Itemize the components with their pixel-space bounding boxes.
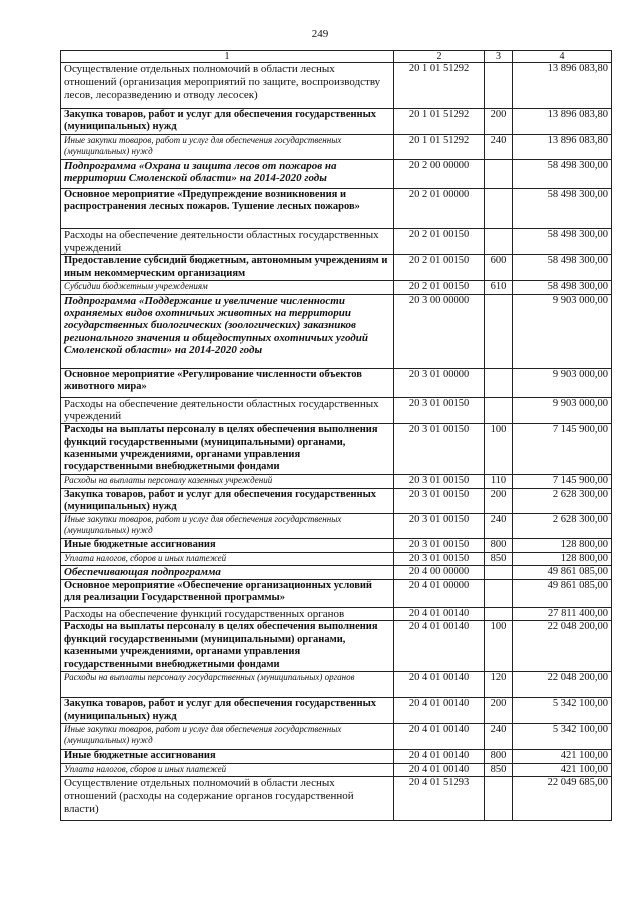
- row-expense-type: 800: [485, 539, 513, 552]
- row-amount: 9 903 000,00: [513, 368, 612, 397]
- table-row: [61, 397, 612, 424]
- row-code: 20 4 01 00140: [394, 698, 485, 724]
- row-expense-type: [485, 228, 513, 255]
- row-code: 20 4 01 00140: [394, 672, 485, 698]
- row-name: Осуществление отдельных полномочий в области лесных отношений (расходы на содержание органов государственной власти): [61, 777, 394, 821]
- column-header-3: 3: [485, 51, 513, 63]
- table-row: [61, 488, 612, 514]
- row-name: Расходы на выплаты персоналу в целях обеспечения выполнения функций государственными (муниципальными) органами, казенными учреждениями, органами управления государственными внебюджетными фондами: [61, 424, 394, 475]
- row-amount: 2 628 300,00: [513, 488, 612, 514]
- table-row: [61, 777, 612, 821]
- row-code: 20 1 01 51292: [394, 109, 485, 135]
- row-amount: 49 861 085,00: [513, 566, 612, 579]
- row-code: 20 4 01 51293: [394, 777, 485, 821]
- table-row: [61, 607, 612, 621]
- table-row: [61, 579, 612, 607]
- table-row: [61, 724, 612, 750]
- table-body: [61, 63, 612, 821]
- row-expense-type: [485, 397, 513, 424]
- row-code: 20 4 01 00140: [394, 750, 485, 763]
- row-amount: 9 903 000,00: [513, 294, 612, 368]
- row-code: 20 3 01 00150: [394, 539, 485, 552]
- row-name: Расходы на выплаты персоналу государственных (муниципальных) органов: [61, 672, 394, 698]
- table-row: [61, 566, 612, 579]
- table-row: [61, 763, 612, 776]
- row-code: 20 4 01 00140: [394, 763, 485, 776]
- table-row: [61, 228, 612, 255]
- table-row: [61, 294, 612, 368]
- row-expense-type: 100: [485, 621, 513, 672]
- row-name: Основное мероприятие «Регулирование численности объектов животного мира»: [61, 368, 394, 397]
- row-expense-type: [485, 607, 513, 621]
- row-expense-type: [485, 777, 513, 821]
- row-amount: 58 498 300,00: [513, 188, 612, 228]
- row-expense-type: 200: [485, 109, 513, 135]
- row-amount: 13 896 083,80: [513, 109, 612, 135]
- row-amount: 421 100,00: [513, 763, 612, 776]
- row-expense-type: 850: [485, 552, 513, 565]
- row-expense-type: [485, 159, 513, 188]
- row-code: 20 3 01 00150: [394, 424, 485, 475]
- row-expense-type: 100: [485, 424, 513, 475]
- row-code: 20 3 01 00150: [394, 475, 485, 488]
- row-name: Закупка товаров, работ и услуг для обеспечения государственных (муниципальных) нужд: [61, 698, 394, 724]
- row-code: 20 2 01 00150: [394, 228, 485, 255]
- row-expense-type: [485, 566, 513, 579]
- table-row: [61, 255, 612, 281]
- row-name: Иные бюджетные ассигнования: [61, 750, 394, 763]
- row-expense-type: 600: [485, 255, 513, 281]
- row-name: Уплата налогов, сборов и иных платежей: [61, 763, 394, 776]
- row-expense-type: 240: [485, 724, 513, 750]
- row-code: 20 3 00 00000: [394, 294, 485, 368]
- row-amount: 22 049 685,00: [513, 777, 612, 821]
- row-amount: 22 048 200,00: [513, 621, 612, 672]
- table-row: [61, 281, 612, 294]
- page-number: 249: [311, 28, 329, 40]
- row-amount: 49 861 085,00: [513, 579, 612, 607]
- row-amount: 13 896 083,80: [513, 63, 612, 109]
- column-header-4: 4: [513, 51, 612, 63]
- column-header-1: 1: [61, 51, 394, 63]
- row-name: Подпрограмма «Поддержание и увеличение численности охраняемых видов охотничьих животных на территории государственных биологических (зоологических) заказников регионального значения и общедоступных охотничьих угодий Смоленской области» на 2014-2020 годы: [61, 294, 394, 368]
- row-expense-type: [485, 63, 513, 109]
- row-name: Предоставление субсидий бюджетным, автономным учреждениям и иным некоммерческим организациям: [61, 255, 394, 281]
- row-expense-type: 240: [485, 134, 513, 159]
- row-code: 20 3 01 00150: [394, 397, 485, 424]
- row-amount: 58 498 300,00: [513, 255, 612, 281]
- row-name: Иные бюджетные ассигнования: [61, 539, 394, 552]
- row-amount: 421 100,00: [513, 750, 612, 763]
- row-name: Расходы на выплаты персоналу казенных учреждений: [61, 475, 394, 488]
- table-row: [61, 424, 612, 475]
- table-row: [61, 698, 612, 724]
- row-code: 20 2 01 00000: [394, 188, 485, 228]
- row-name: Расходы на обеспечение функций государственных органов: [61, 607, 394, 621]
- row-code: 20 4 01 00000: [394, 579, 485, 607]
- row-amount: 128 800,00: [513, 539, 612, 552]
- row-amount: 7 145 900,00: [513, 424, 612, 475]
- row-code: 20 3 01 00000: [394, 368, 485, 397]
- row-code: 20 3 01 00150: [394, 552, 485, 565]
- row-name: Расходы на обеспечение деятельности областных государственных учреждений: [61, 228, 394, 255]
- row-expense-type: 120: [485, 672, 513, 698]
- row-amount: 2 628 300,00: [513, 514, 612, 539]
- row-amount: 13 896 083,80: [513, 134, 612, 159]
- row-name: Расходы на выплаты персоналу в целях обеспечения выполнения функций государственными (муниципальными) органами, казенными учреждениями, органами управления государственными внебюджетными фондами: [61, 621, 394, 672]
- row-amount: 58 498 300,00: [513, 228, 612, 255]
- row-name: Обеспечивающая подпрограмма: [61, 566, 394, 579]
- row-code: 20 4 01 00140: [394, 607, 485, 621]
- row-code: 20 4 01 00140: [394, 724, 485, 750]
- row-amount: 9 903 000,00: [513, 397, 612, 424]
- table-row: [61, 134, 612, 159]
- row-name: Основное мероприятие «Обеспечение организационных условий для реализации Государственной программы»: [61, 579, 394, 607]
- row-amount: 58 498 300,00: [513, 281, 612, 294]
- row-expense-type: 110: [485, 475, 513, 488]
- row-name: Закупка товаров, работ и услуг для обеспечения государственных (муниципальных) нужд: [61, 109, 394, 135]
- row-code: 20 2 01 00150: [394, 255, 485, 281]
- row-name: Уплата налогов, сборов и иных платежей: [61, 552, 394, 565]
- table-header-row: [61, 51, 612, 63]
- row-expense-type: 200: [485, 488, 513, 514]
- row-amount: 22 048 200,00: [513, 672, 612, 698]
- table-row: [61, 539, 612, 552]
- table-row: [61, 188, 612, 228]
- row-name: Осуществление отдельных полномочий в области лесных отношений (организация мероприятий по защите, воспроизводству лесов, лесоразведению и отводу лесосек): [61, 63, 394, 109]
- row-amount: 7 145 900,00: [513, 475, 612, 488]
- row-name: Субсидии бюджетным учреждениям: [61, 281, 394, 294]
- table-row: [61, 672, 612, 698]
- row-expense-type: [485, 188, 513, 228]
- row-expense-type: 610: [485, 281, 513, 294]
- row-code: 20 4 00 00000: [394, 566, 485, 579]
- row-name: Расходы на обеспечение деятельности областных государственных учреждений: [61, 397, 394, 424]
- row-expense-type: 800: [485, 750, 513, 763]
- row-amount: 27 811 400,00: [513, 607, 612, 621]
- row-code: 20 4 01 00140: [394, 621, 485, 672]
- table-row: [61, 475, 612, 488]
- row-name: Подпрограмма «Охрана и защита лесов от пожаров на территории Смоленской области» на 2014-2020 годы: [61, 159, 394, 188]
- row-expense-type: 200: [485, 698, 513, 724]
- column-header-2: 2: [394, 51, 485, 63]
- table-row: [61, 750, 612, 763]
- row-amount: 128 800,00: [513, 552, 612, 565]
- row-code: 20 3 01 00150: [394, 488, 485, 514]
- table-row: [61, 621, 612, 672]
- row-code: 20 3 01 00150: [394, 514, 485, 539]
- row-amount: 5 342 100,00: [513, 698, 612, 724]
- budget-table: [60, 50, 612, 821]
- row-name: Иные закупки товаров, работ и услуг для обеспечения государственных (муниципальных) нужд: [61, 724, 394, 750]
- row-name: Основное мероприятие «Предупреждение возникновения и распространения лесных пожаров. Тушение лесных пожаров»: [61, 188, 394, 228]
- row-expense-type: [485, 294, 513, 368]
- row-expense-type: 850: [485, 763, 513, 776]
- table-row: [61, 63, 612, 109]
- table-row: [61, 159, 612, 188]
- row-expense-type: 240: [485, 514, 513, 539]
- table-row: [61, 368, 612, 397]
- row-name: Иные закупки товаров, работ и услуг для обеспечения государственных (муниципальных) нужд: [61, 134, 394, 159]
- row-code: 20 1 01 51292: [394, 63, 485, 109]
- row-name: Иные закупки товаров, работ и услуг для обеспечения государственных (муниципальных) нужд: [61, 514, 394, 539]
- row-name: Закупка товаров, работ и услуг для обеспечения государственных (муниципальных) нужд: [61, 488, 394, 514]
- row-code: 20 2 01 00150: [394, 281, 485, 294]
- table-row: [61, 109, 612, 135]
- row-expense-type: [485, 368, 513, 397]
- row-amount: 5 342 100,00: [513, 724, 612, 750]
- row-amount: 58 498 300,00: [513, 159, 612, 188]
- row-expense-type: [485, 579, 513, 607]
- row-code: 20 2 00 00000: [394, 159, 485, 188]
- table-row: [61, 514, 612, 539]
- row-code: 20 1 01 51292: [394, 134, 485, 159]
- table-row: [61, 552, 612, 565]
